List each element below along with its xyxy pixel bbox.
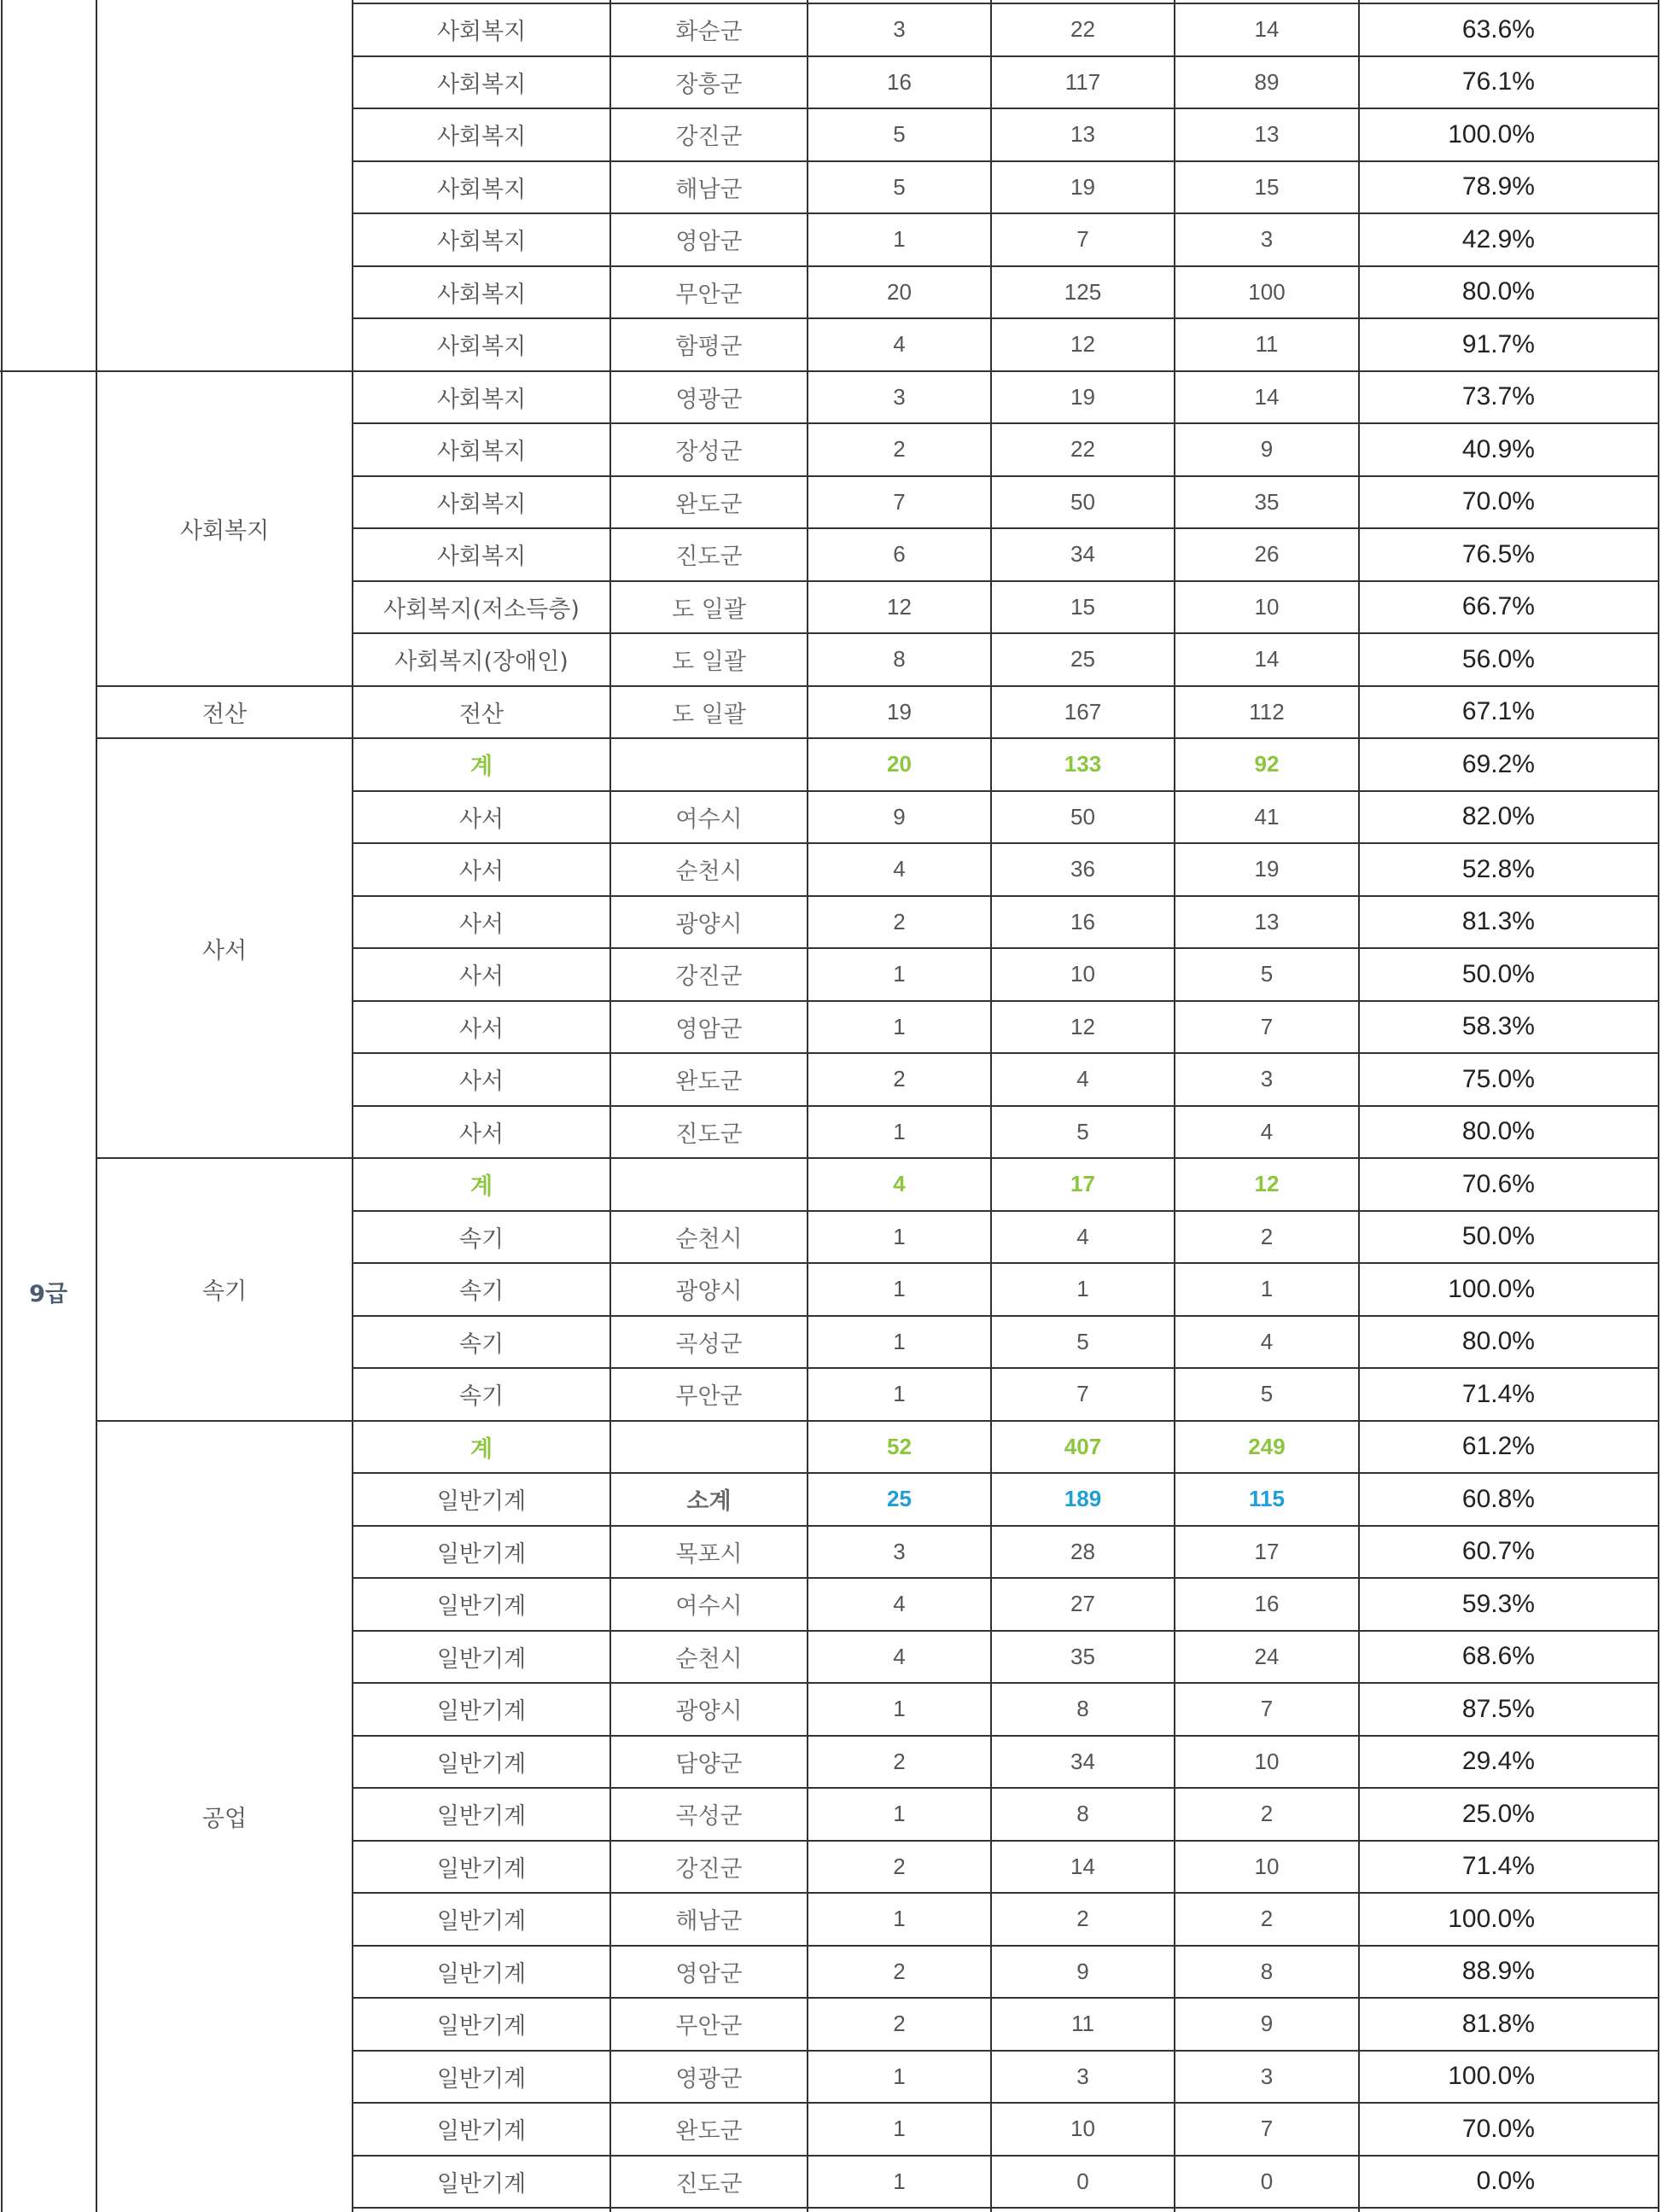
cell-rate: 69.2% — [1461, 749, 1535, 778]
cell-c3: 24 — [1254, 1643, 1280, 1669]
cell-c2: 7 — [1076, 226, 1089, 253]
cell-c3: 249 — [1248, 1433, 1286, 1459]
cell-job: 일반기계 — [436, 1488, 527, 1516]
cell-rate: 70.0% — [1461, 487, 1535, 516]
cell-c2: 17 — [1070, 1171, 1095, 1197]
cell-c3: 0 — [1260, 2168, 1274, 2194]
cell-job: 사회복지 — [436, 176, 527, 203]
cell-c3: 4 — [1260, 1328, 1274, 1354]
cell-job: 사서 — [458, 1068, 504, 1096]
cell-region: 진도군 — [675, 2170, 743, 2197]
cell-c3: 1 — [1260, 1276, 1274, 1302]
cell-c2: 8 — [1076, 1696, 1089, 1722]
cell-c1: 1 — [893, 1801, 906, 1827]
cell-c2: 50 — [1070, 803, 1095, 830]
cell-rate: 82.0% — [1461, 802, 1535, 831]
cell-c2: 28 — [1070, 1538, 1095, 1564]
cell-job: 사서 — [458, 806, 504, 833]
grade-cell: 9급 — [29, 1281, 67, 1307]
cell-c2: 8 — [1076, 1801, 1089, 1827]
category-welfare: 사회복지 — [179, 517, 270, 544]
cell-c2: 117 — [1064, 68, 1101, 95]
cell-rate: 66.7% — [1461, 592, 1535, 621]
cell-region: 광양시 — [675, 1278, 743, 1306]
cell-c3: 11 — [1255, 331, 1279, 358]
cell-region: 영암군 — [675, 229, 743, 256]
cell-c2: 9 — [1076, 1958, 1089, 1984]
cell-c1: 20 — [887, 751, 912, 777]
cell-rate: 91.7% — [1461, 329, 1535, 358]
cell-rate: 100.0% — [1448, 2062, 1535, 2091]
cell-rate: 0.0% — [1476, 2167, 1535, 2196]
cell-c3: 4 — [1260, 1118, 1274, 1144]
cell-rate: 87.5% — [1461, 1694, 1535, 1723]
cell-job: 사서 — [458, 859, 504, 886]
cell-c1: 1 — [893, 1906, 906, 1932]
cell-c3: 8 — [1260, 1958, 1274, 1984]
cell-rate: 70.6% — [1461, 1169, 1535, 1198]
cell-region: 완도군 — [675, 1068, 743, 1096]
cell-rate: 80.0% — [1461, 277, 1535, 306]
cell-rate: 100.0% — [1448, 1904, 1535, 1933]
cell-c3: 16 — [1254, 1591, 1280, 1617]
cell-job: 사회복지 — [436, 71, 527, 98]
cell-rate: 71.4% — [1461, 1379, 1535, 1408]
cell-region: 담양군 — [675, 1750, 743, 1778]
cell-c1: 2 — [893, 908, 906, 934]
cell-rate: 100.0% — [1448, 1274, 1535, 1303]
cell-c1: 1 — [893, 1381, 906, 1407]
cell-region: 순천시 — [675, 1645, 743, 1673]
cell-rate: 63.6% — [1461, 15, 1535, 44]
cell-job: 계 — [469, 754, 493, 781]
cell-c1: 19 — [887, 698, 912, 725]
cell-c2: 22 — [1070, 16, 1095, 43]
cell-c3: 41 — [1254, 803, 1280, 830]
cell-c2: 25 — [1070, 646, 1095, 672]
cell-c3: 100 — [1248, 278, 1286, 305]
cell-c2: 34 — [1070, 1748, 1095, 1774]
cell-c2: 167 — [1064, 698, 1102, 725]
cell-region: 도 일괄 — [672, 701, 746, 728]
cell-rate: 58.3% — [1461, 1012, 1535, 1041]
cell-region: 무안군 — [675, 2013, 743, 2040]
cell-c1: 1 — [893, 1013, 906, 1039]
cell-region: 소계 — [686, 1488, 732, 1516]
cell-job: 사서 — [458, 963, 504, 991]
cell-job: 사서 — [458, 1121, 504, 1148]
cell-c3: 14 — [1254, 646, 1280, 672]
cell-c1: 20 — [887, 278, 912, 305]
cell-job: 사회복지 — [436, 386, 527, 413]
cell-region: 진도군 — [675, 544, 743, 571]
cell-rate: 25.0% — [1461, 1799, 1535, 1828]
cell-region: 무안군 — [675, 1383, 743, 1411]
cell-c3: 5 — [1260, 1381, 1274, 1407]
cell-c1: 1 — [893, 1328, 906, 1354]
cell-c1: 2 — [893, 1748, 906, 1774]
cell-c2: 4 — [1076, 1223, 1089, 1249]
cell-c1: 9 — [893, 803, 906, 830]
cell-c1: 16 — [887, 68, 912, 95]
cell-job: 사회복지 — [436, 19, 527, 46]
category-industrial: 공업 — [201, 1805, 248, 1832]
cell-c2: 36 — [1070, 856, 1095, 882]
cell-c2: 2 — [1076, 1906, 1089, 1932]
cell-c3: 15 — [1254, 173, 1280, 200]
cell-rate: 40.9% — [1461, 434, 1535, 463]
cell-job: 사회복지 — [436, 491, 527, 518]
cell-job: 일반기계 — [436, 1540, 527, 1568]
cell-region: 여수시 — [675, 1593, 743, 1621]
cell-rate: 42.9% — [1461, 224, 1535, 253]
cell-c3: 3 — [1260, 2063, 1274, 2089]
cell-job: 속기 — [458, 1330, 504, 1358]
cell-c1: 7 — [893, 488, 906, 515]
cell-rate: 73.7% — [1461, 382, 1535, 411]
category-librarian: 사서 — [201, 937, 248, 964]
cell-rate: 81.8% — [1461, 2009, 1535, 2038]
cell-c3: 3 — [1260, 226, 1274, 253]
cell-region: 영암군 — [675, 1016, 743, 1043]
cell-region: 목포시 — [675, 1540, 743, 1568]
cell-job: 전산 — [458, 701, 504, 728]
cell-c1: 8 — [893, 646, 906, 672]
cell-job: 일반기계 — [436, 1593, 527, 1621]
cell-c2: 11 — [1071, 2011, 1094, 2037]
cell-region: 강진군 — [675, 1855, 743, 1883]
cell-c2: 4 — [1076, 1066, 1089, 1092]
cell-job: 일반기계 — [436, 2170, 527, 2197]
cell-c2: 1 — [1076, 1276, 1089, 1302]
cell-c3: 17 — [1254, 1538, 1280, 1564]
cell-c1: 25 — [887, 1486, 912, 1512]
cell-c3: 2 — [1260, 1223, 1274, 1249]
cell-c2: 14 — [1070, 1853, 1095, 1879]
cell-region: 함평군 — [675, 334, 743, 361]
cell-c3: 112 — [1249, 698, 1285, 725]
cell-c1: 1 — [893, 1696, 906, 1722]
cell-job: 일반기계 — [436, 1855, 527, 1883]
cell-c1: 4 — [893, 856, 906, 882]
cell-c2: 16 — [1070, 908, 1095, 934]
cell-c1: 1 — [893, 961, 906, 987]
cell-rate: 68.6% — [1461, 1642, 1535, 1671]
cell-job: 일반기계 — [436, 2065, 527, 2093]
cell-rate: 100.0% — [1448, 119, 1535, 148]
cell-c3: 5 — [1260, 961, 1274, 987]
cell-c2: 7 — [1076, 1381, 1089, 1407]
cell-c3: 2 — [1260, 1906, 1274, 1932]
cell-job: 일반기계 — [436, 1960, 527, 1988]
cell-region: 완도군 — [675, 491, 743, 518]
cell-region: 해남군 — [675, 176, 743, 203]
cell-job: 일반기계 — [436, 1908, 527, 1936]
cell-c1: 1 — [893, 1118, 906, 1144]
cell-rate: 50.0% — [1461, 959, 1535, 988]
cell-c2: 50 — [1070, 488, 1095, 515]
cell-c1: 52 — [887, 1433, 912, 1459]
cell-c2: 22 — [1070, 436, 1095, 463]
cell-c3: 13 — [1254, 121, 1280, 148]
cell-c3: 14 — [1254, 383, 1280, 410]
cell-rate: 52.8% — [1461, 854, 1535, 883]
cell-c2: 15 — [1070, 593, 1095, 620]
cell-job: 사서 — [458, 1016, 504, 1043]
cell-c2: 12 — [1070, 1013, 1095, 1039]
cell-c1: 2 — [893, 2011, 906, 2037]
cell-region — [610, 1158, 808, 1211]
cell-c3: 92 — [1254, 751, 1280, 777]
cell-c3: 115 — [1249, 1486, 1285, 1512]
cell-region: 순천시 — [675, 1225, 743, 1253]
cell-c1: 2 — [893, 1853, 906, 1879]
cell-c1: 1 — [893, 226, 906, 253]
cell-c1: 3 — [893, 16, 906, 43]
cell-c3: 10 — [1254, 1853, 1280, 1879]
cell-job: 일반기계 — [436, 1645, 527, 1673]
cell-c2: 34 — [1070, 541, 1095, 568]
cell-c2: 19 — [1070, 173, 1095, 200]
cell-job: 일반기계 — [436, 1698, 527, 1726]
cell-rate: 50.0% — [1461, 1222, 1535, 1251]
cell-region: 장흥군 — [675, 71, 743, 98]
cell-c3: 26 — [1254, 541, 1280, 568]
cell-c1: 12 — [887, 593, 912, 620]
cell-rate: 76.1% — [1461, 67, 1535, 96]
cell-c3: 3 — [1260, 1066, 1274, 1092]
cell-c1: 4 — [893, 1591, 906, 1617]
cell-rate: 60.7% — [1461, 1537, 1535, 1566]
cell-rate: 59.3% — [1461, 1589, 1535, 1618]
cell-rate: 80.0% — [1461, 1327, 1535, 1356]
cell-region: 도 일괄 — [672, 649, 746, 676]
cell-rate: 61.2% — [1461, 1432, 1535, 1461]
cell-c1: 6 — [893, 541, 906, 568]
cell-c3: 7 — [1260, 1013, 1274, 1039]
cell-c2: 125 — [1064, 278, 1102, 305]
cell-region: 여수시 — [675, 806, 743, 833]
cell-c3: 19 — [1254, 856, 1280, 882]
cell-job: 사회복지(저소득층) — [383, 596, 580, 623]
cell-c3: 7 — [1260, 2116, 1274, 2142]
cell-c1: 4 — [893, 1171, 906, 1197]
cell-c1: 2 — [893, 1066, 906, 1092]
cell-c2: 5 — [1076, 1328, 1089, 1354]
cell-c3: 35 — [1254, 488, 1280, 515]
cell-c2: 13 — [1070, 121, 1095, 148]
cell-c1: 3 — [893, 1538, 906, 1564]
cell-c2: 3 — [1076, 2063, 1089, 2089]
cell-region: 광양시 — [675, 1698, 743, 1726]
category-computing: 전산 — [201, 701, 248, 728]
cell-c1: 4 — [893, 1643, 906, 1669]
category-stenography: 속기 — [201, 1278, 248, 1305]
cell-region: 무안군 — [675, 281, 743, 308]
cell-rate: 76.5% — [1461, 539, 1535, 568]
cell-region: 곡성군 — [675, 1330, 743, 1358]
cell-c1: 1 — [893, 1276, 906, 1302]
cell-region: 완도군 — [675, 2118, 743, 2145]
cell-c1: 1 — [893, 2168, 906, 2194]
cell-job: 속기 — [458, 1225, 504, 1253]
cell-job: 속기 — [458, 1383, 504, 1411]
cell-job: 일반기계 — [436, 2118, 527, 2145]
cell-region: 영광군 — [675, 386, 743, 413]
cell-c2: 133 — [1064, 751, 1102, 777]
cell-c3: 9 — [1260, 436, 1274, 463]
cell-job: 사회복지 — [436, 124, 527, 151]
cell-rate: 88.9% — [1461, 1957, 1535, 1986]
cell-c1: 5 — [893, 173, 906, 200]
cell-region: 영광군 — [675, 2065, 743, 2093]
cell-job: 사회복지 — [436, 281, 527, 308]
cell-job: 속기 — [458, 1278, 504, 1306]
cell-c2: 5 — [1076, 1118, 1089, 1144]
cell-region: 해남군 — [675, 1908, 743, 1936]
cell-c1: 5 — [893, 121, 906, 148]
cell-job: 일반기계 — [436, 1750, 527, 1778]
cell-region: 강진군 — [675, 124, 743, 151]
cell-job: 계 — [469, 1435, 493, 1463]
cell-rate: 71.4% — [1461, 1852, 1535, 1881]
cell-c3: 89 — [1254, 68, 1280, 95]
cell-job: 일반기계 — [436, 1803, 527, 1831]
cell-rate: 75.0% — [1461, 1064, 1535, 1093]
cell-c1: 1 — [893, 2116, 906, 2142]
cell-c2: 12 — [1070, 331, 1095, 358]
cell-job: 일반기계 — [436, 2013, 527, 2040]
cell-job: 사회복지 — [436, 229, 527, 256]
cell-region: 광양시 — [675, 911, 743, 938]
cell-rate: 60.8% — [1461, 1484, 1535, 1513]
cell-region: 곡성군 — [675, 1803, 743, 1831]
cell-c3: 10 — [1254, 593, 1280, 620]
cell-region: 도 일괄 — [672, 596, 746, 623]
cell-c3: 13 — [1254, 908, 1280, 934]
cell-job: 사회복지(장애인) — [394, 649, 569, 676]
cell-c3: 2 — [1260, 1801, 1274, 1827]
cell-c2: 0 — [1076, 2168, 1089, 2194]
cell-c1: 3 — [893, 383, 906, 410]
cell-rate: 67.1% — [1461, 697, 1535, 726]
cell-c3: 10 — [1254, 1748, 1280, 1774]
cell-region — [610, 738, 808, 791]
cell-region: 순천시 — [675, 859, 743, 886]
cell-rate: 81.3% — [1461, 907, 1535, 936]
cell-c2: 10 — [1070, 961, 1095, 987]
cell-job: 사회복지 — [436, 439, 527, 466]
cell-c3: 12 — [1254, 1171, 1280, 1197]
cell-c2: 10 — [1070, 2116, 1095, 2142]
cell-c2: 35 — [1070, 1643, 1095, 1669]
cell-rate: 56.0% — [1461, 644, 1535, 673]
cell-c1: 1 — [893, 1223, 906, 1249]
cell-c1: 1 — [893, 2063, 906, 2089]
cell-region — [610, 1421, 808, 1474]
cell-c3: 9 — [1260, 2011, 1274, 2037]
cell-c1: 2 — [893, 1958, 906, 1984]
cell-c2: 407 — [1064, 1433, 1102, 1459]
cell-rate: 80.0% — [1461, 1117, 1535, 1146]
cell-region: 장성군 — [675, 439, 743, 466]
cell-c3: 14 — [1254, 16, 1280, 43]
cell-c2: 189 — [1064, 1486, 1102, 1512]
cell-rate: 78.9% — [1461, 172, 1535, 201]
cell-region: 화순군 — [675, 19, 743, 46]
cell-region: 강진군 — [675, 963, 743, 991]
cell-c2: 27 — [1070, 1591, 1095, 1617]
cell-region: 진도군 — [675, 1121, 743, 1148]
cell-c2: 19 — [1070, 383, 1095, 410]
cell-job: 계 — [469, 1173, 493, 1201]
cell-job: 사서 — [458, 911, 504, 938]
cell-c3: 7 — [1260, 1696, 1274, 1722]
cell-c1: 2 — [893, 436, 906, 463]
cell-rate: 70.0% — [1461, 2114, 1535, 2143]
cell-job: 사회복지 — [436, 334, 527, 361]
cell-c1: 4 — [893, 331, 906, 358]
cell-job: 사회복지 — [436, 544, 527, 571]
cell-rate: 29.4% — [1461, 1747, 1535, 1776]
cell-region: 영암군 — [675, 1960, 743, 1988]
